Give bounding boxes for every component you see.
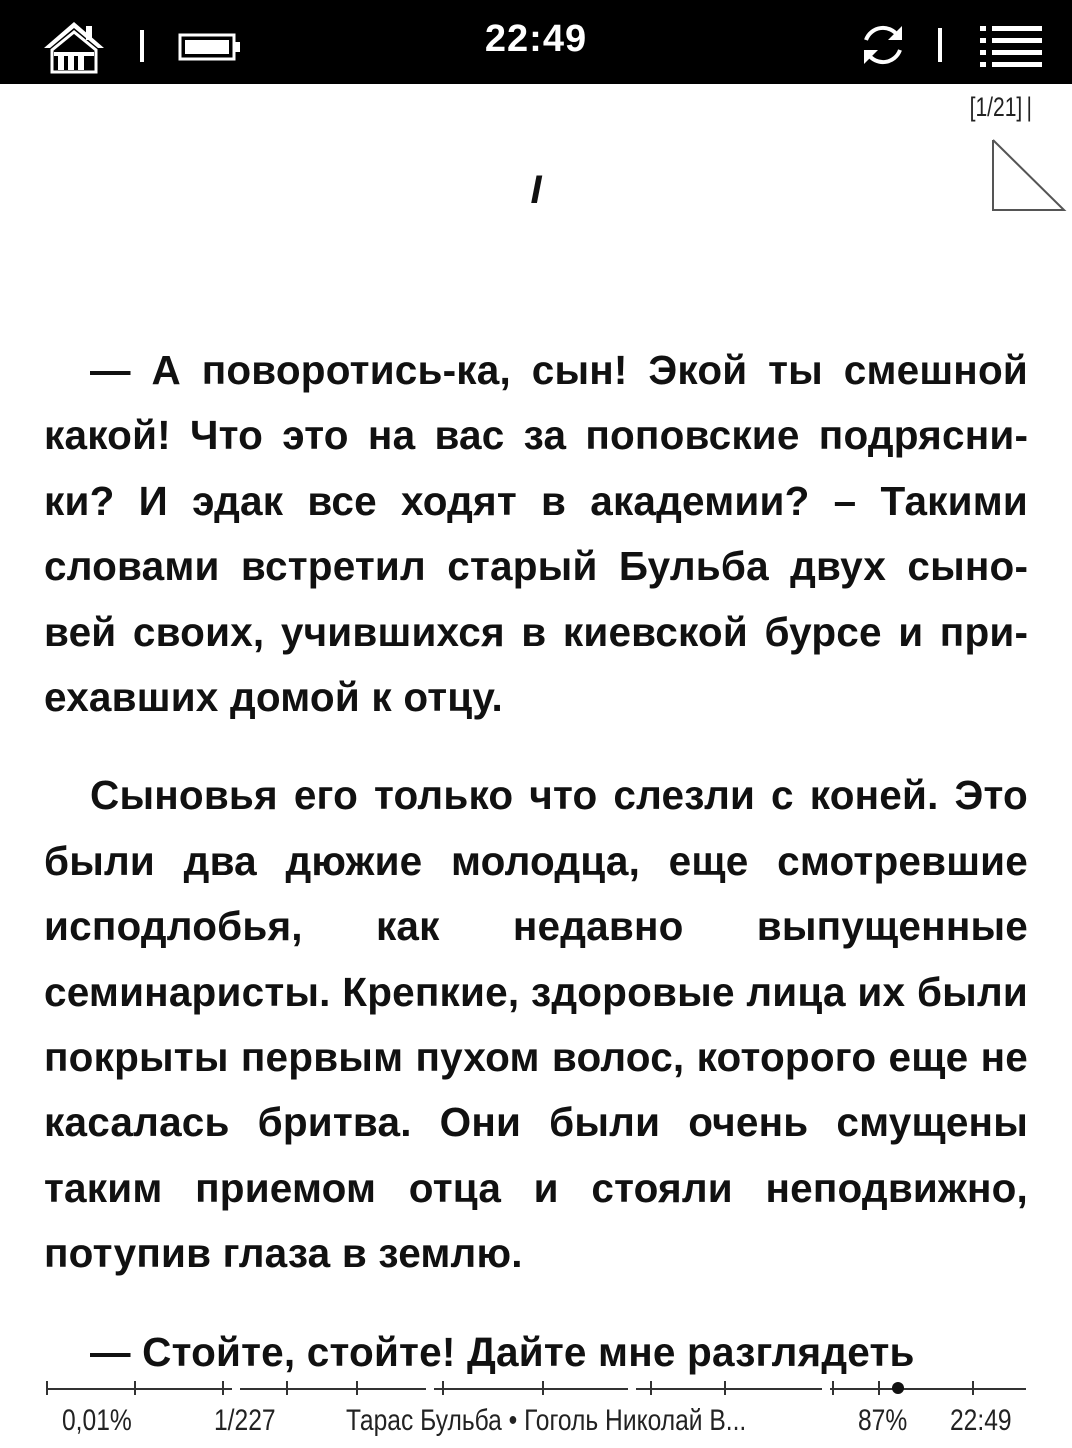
menu-icon[interactable] — [978, 24, 1044, 70]
battery-percent: 87% — [858, 1404, 908, 1437]
book-title: Тарас Бульба • Гоголь Николай В... — [346, 1404, 747, 1437]
reading-progress-bar[interactable] — [46, 1388, 1026, 1390]
sync-icon[interactable] — [858, 22, 908, 68]
paragraph: Сыновья его только что слезли с коней. Это были два дюжие молодца, еще смотревшие исподлобья, как недавно выпущенные семинаристы. Крепкие, здоровые лица их были покрыты первым пухом волос, которого еще не касалась бритва. Они были очень смущены таким приемом отца и стояли неподвижно, потупив глаза в землю. — [44, 772, 1028, 1277]
footer-time: 22:49 — [950, 1404, 1012, 1437]
book-text[interactable] — [44, 338, 1028, 1385]
paragraph: — Стойте, стойте! Дайте мне разглядеть — [90, 1328, 915, 1375]
home-icon[interactable] — [40, 18, 108, 74]
status-bar — [0, 0, 1072, 84]
paragraph: — А поворотись-ка, сын! Экой ты смешной какой! Что это на вас за поповские подрясники? И эдак все ходят в академии? – Такими словами встретил старый Бульба двух сыновей своих, учившихся в киевской бурсе и приехавших домой к отцу. — [44, 347, 1028, 721]
reader-footer — [0, 1404, 1072, 1444]
page-counter-bar: | — [1022, 92, 1032, 122]
progress-marker[interactable] — [892, 1382, 904, 1394]
chapter-heading: I — [530, 168, 542, 212]
status-divider — [938, 28, 942, 62]
page-counter — [970, 92, 1032, 123]
battery-icon — [178, 32, 242, 62]
page-counter-text: [1/21] — [969, 92, 1023, 122]
status-divider — [140, 30, 144, 62]
status-clock: 22:49 — [484, 18, 588, 60]
progress-percent: 0,01% — [62, 1404, 132, 1437]
page-number[interactable]: 1/227 — [214, 1404, 276, 1437]
